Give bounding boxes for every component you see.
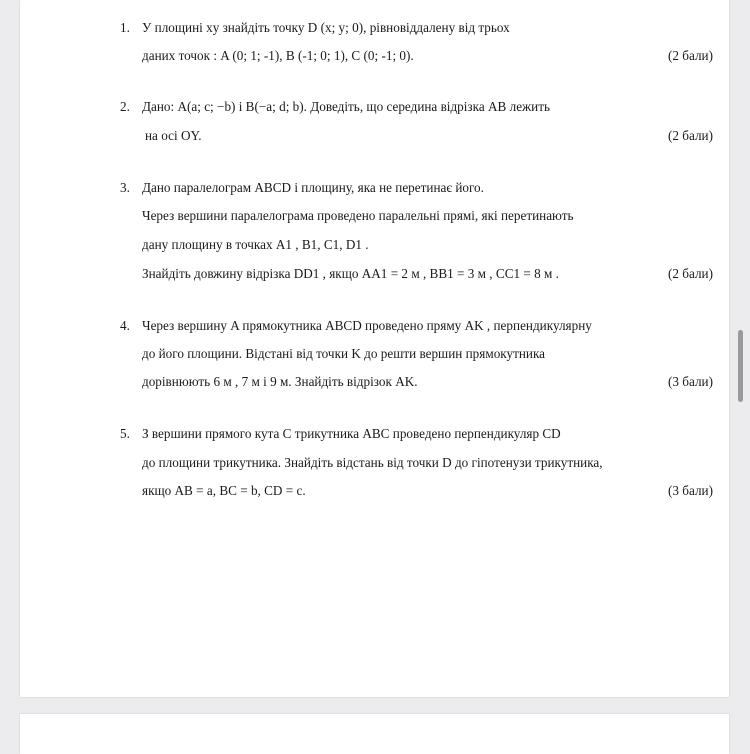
problem-line: якщо AB = a, BC = b, CD = c. [142,483,306,498]
score-label: (3 бали) [668,483,713,498]
problem-line: Дано: A(a; c; −b) і B(−a; d; b). Доведіть, що середина відрізка AB лежить [142,99,551,114]
problem-line: Дано паралелограм ABCD і площину, яка не перетинає його. [142,180,484,195]
document-page [20,0,729,697]
problem-number: 2. [120,99,130,114]
scrollbar-thumb[interactable] [738,330,743,402]
problem-line: Через вершину A прямокутника ABCD проведено пряму AK , перпендикулярну [142,318,592,333]
problem-number: 5. [120,426,130,441]
score-label: (2 бали) [668,266,713,281]
problem-line: даних точок : A (0; 1; -1), B (-1; 0; 1), C (0; -1; 0). [142,48,414,63]
problem-line: Знайдіть довжину відрізка DD1 , якщо AA1 = 2 м , BB1 = 3 м , CC1 = 8 м . [142,266,559,281]
problem-line: дану площину в точках A1 , B1, C1, D1 . [142,237,369,252]
score-label: (3 бали) [668,374,713,389]
problem-line: Через вершини паралелограма проведено паралельні прямі, які перетинають [142,208,574,223]
problem-line: на осі OY. [145,128,202,143]
problem-line: до площини трикутника. Знайдіть відстань від точки D до гіпотенузи трикутника, [142,455,603,470]
problem-number: 4. [120,318,130,333]
problem-number: 1. [120,20,130,35]
problem-line: дорівнюють 6 м , 7 м і 9 м. Знайдіть відрізок AK. [142,374,418,389]
problem-line: З вершини прямого кута C трикутника ABC проведено перпендикуляр CD [142,426,561,441]
score-label: (2 бали) [668,128,713,143]
problem-number: 3. [120,180,130,195]
problem-line: У площині xy знайдіть точку D (x; y; 0), рівновіддалену від трьох [142,20,510,35]
problem-line: до його площини. Відстані від точки K до решти вершин прямокутника [142,346,546,361]
score-label: (2 бали) [668,48,713,63]
next-page [20,714,729,754]
